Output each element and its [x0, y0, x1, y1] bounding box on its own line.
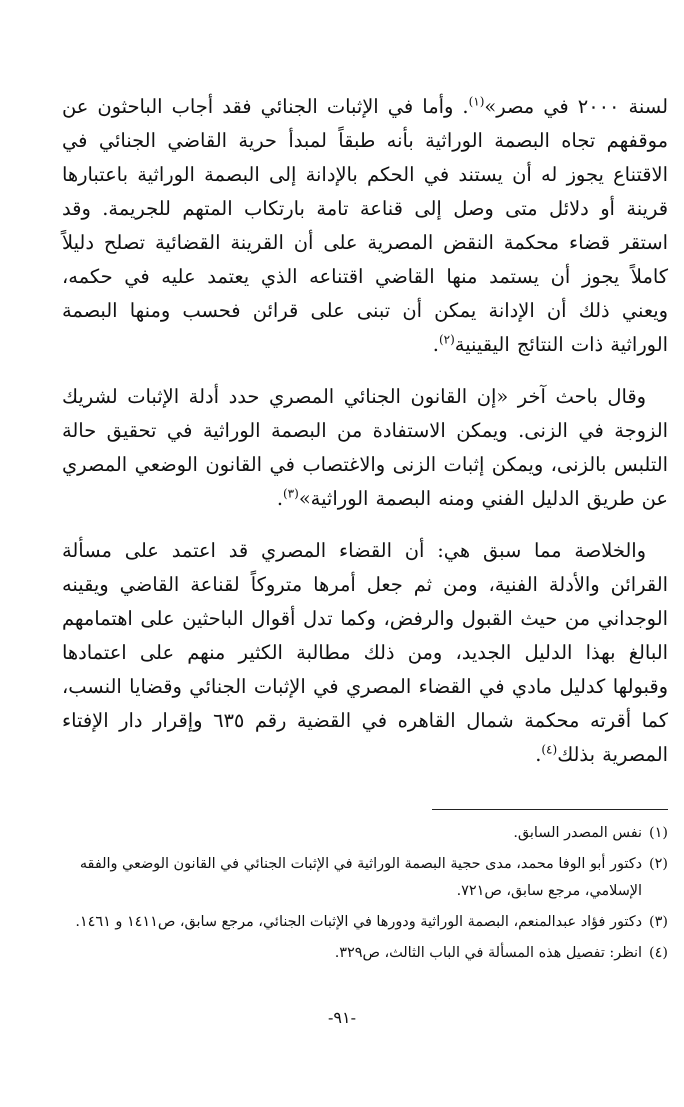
footnote-1: [62, 820, 668, 847]
footnote-4: [62, 940, 668, 967]
paragraph-2-text-end: .: [276, 487, 283, 510]
footnote-1-number: (١): [649, 825, 668, 841]
footnote-3: [62, 909, 668, 936]
paragraph-2-text: وقال باحث آخر «إن القانون الجنائي المصري حدد أدلة الإثبات لشريك الزوجة في الزنى. ويمكن الاستفادة من البصمة الوراثية في تحقيق حالة التلبس بالزنى، ويمكن إثبات الزنى والاغتصاب في القانون الوضعي المصري عن طريق الدليل الفني ومنه البصمة الوراثية»: [62, 385, 668, 510]
footnote-divider: [432, 809, 668, 810]
footnote-1-text: نفس المصدر السابق.: [513, 825, 642, 841]
footnote-ref-1: (١): [468, 94, 485, 109]
paragraph-1-text-body: . وأما في الإثبات الجنائي فقد أجاب الباحثون عن موقفهم تجاه البصمة الوراثية بأنه طبقاً لمبدأ حرية القاضي الجنائي في الاقتناع يجوز له أن يستند في الحكم بالإدانة إلى البصمة الوراثية باعتبارها قرينة أو دلائل متى وصل إلى قناعة تامة بارتكاب المتهم للجريمة. وقد استقر قضاء محكمة النقض المصرية على أن القرينة القضائية تصلح دليلاً كاملاً يجوز أن يستمد منها القاضي اقتناعه الذي يعتمد عليه في حكمه، ويعني ذلك أن الإدانة يمكن أن تبنى على قرائن فحسب ومنها البصمة الوراثية ذات النتائج اليقينية: [62, 95, 668, 356]
paragraph-1-text-end: .: [432, 333, 439, 356]
footnote-3-text: دكتور فؤاد عبدالمنعم، البصمة الوراثية ودورها في الإثبات الجنائي، مرجع سابق، ص١٤١١ و ١٤٦١.: [75, 914, 642, 930]
paragraph-3-text: والخلاصة مما سبق هي: أن القضاء المصري قد اعتمد على مسألة القرائن والأدلة الفنية، ومن ثم جعل أمرها متروكاً لقناعة القاضي ويقينه الوجداني من حيث القبول والرفض، وكما تدل أقوال الباحثين على اهتمامهم البالغ بهذا الدليل الجديد، ومن ذلك مطالبة الكثير منهم على اعتمادها وقبولها كدليل مادي في القضاء المصري في الإثبات الجنائي وقضايا النسب، كما أقرته محكمة شمال القاهره في القضية رقم ٦٣٥ وإقرار دار الإفتاء المصرية بذلك: [62, 539, 668, 766]
footnote-2-text: دكتور أبو الوفا محمد، مدى حجية البصمة الوراثية في الإثبات الجنائي في القانون الوضعي والفقه الإسلامي، مرجع سابق، ص٧٢١.: [79, 856, 642, 899]
paragraph-1: [62, 90, 668, 362]
footnote-ref-4: (٤): [541, 742, 558, 757]
paragraph-3-text-end: .: [535, 743, 542, 766]
paragraph-1-text-start: لسنة ٢٠٠٠ في مصر»: [484, 95, 668, 118]
paragraph-3: [62, 534, 668, 772]
footnote-4-text: انظر: تفصيل هذه المسألة في الباب الثالث، ص٣٢٩.: [334, 945, 642, 961]
footnote-4-number: (٤): [649, 945, 668, 961]
footnotes-list: [62, 820, 668, 967]
footnote-2: [62, 851, 668, 905]
footnote-ref-3: (٣): [282, 486, 299, 501]
paragraph-2: [62, 380, 668, 516]
footnote-2-number: (٢): [649, 856, 668, 872]
footnote-3-number: (٣): [649, 914, 668, 930]
page-number: -٩١-: [328, 1008, 356, 1027]
footnote-ref-2: (٢): [438, 332, 455, 347]
